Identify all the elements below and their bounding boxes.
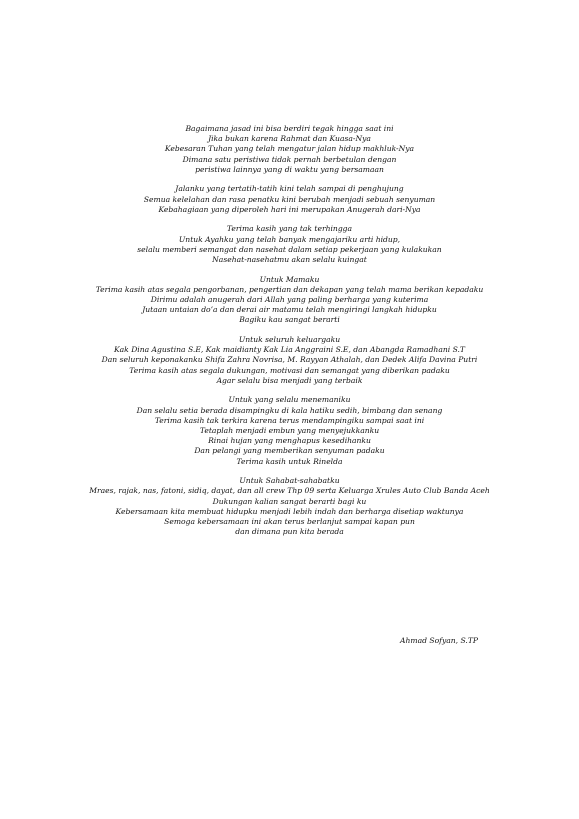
poem-line: Rinai hujan yang menghapus kesedihanku <box>208 436 371 446</box>
dedication-poem <box>0 124 579 547</box>
poem-line: Semua kelelahan dan rasa penatku kini berubah menjadi sebuah senyuman <box>143 194 436 204</box>
poem-line: Bagaimana jasad ini bisa berdiri tegak hingga saat ini <box>185 124 394 133</box>
poem-line: Kebesaran Tuhan yang telah mengatur jalan hidup makhluk-Nya <box>164 144 415 154</box>
poem-line: peristiwa lainnya yang di waktu yang bersamaan <box>195 164 384 174</box>
poem-line: Dan selalu setia berada disampingku di kala hatiku sedih, bimbang dan senang <box>136 405 443 415</box>
poem-line: Terima kasih tak terkira karena terus mendampingiku sampai saat ini <box>154 415 425 425</box>
poem-line: Untuk Mamaku <box>259 274 320 284</box>
poem-line: Dan seluruh keponakanku Shifa Zahra Novrisa, M. Rayyan Athalah, dan Dedek Alifa Davina Putri <box>101 355 478 365</box>
poem-line: Kebersamaan kita membuat hidupku menjadi lebih indah dan berharga disetiap waktunya <box>115 506 464 516</box>
stanza-6 <box>0 395 579 466</box>
poem-line: Kebahagiaan yang diperoleh hari ini merupakan Anugerah dari-Nya <box>158 204 421 214</box>
poem-line: Dirimu adalah anugerah dari Allah yang paling berharga yang kuterima <box>150 295 429 305</box>
poem-line: Terima kasih atas segala dukungan, motivasi dan semangat yang diberikan padaku <box>129 365 450 375</box>
poem-line: dan dimana pun kita berada <box>235 527 344 537</box>
poem-line: Mraes, rajak, nas, fatoni, sidiq, dayat, dan all crew Thp 09 serta Keluarga Xrules Auto Club Banda Aceh <box>89 486 490 496</box>
poem-line: Jika bukan karena Rahmat dan Kuasa-Nya <box>208 134 371 144</box>
stanza-2 <box>0 184 579 215</box>
poem-line: Semoga kebersamaan ini akan terus berlanjut sampai kapan pun <box>164 517 415 527</box>
poem-line: Agar selalu bisa menjadi yang terbaik <box>216 375 363 385</box>
poem-line: Dan pelangi yang memberikan senyuman padaku <box>194 446 385 456</box>
poem-line: Terima kasih yang tak terhingga <box>226 224 353 234</box>
poem-line: Untuk yang selalu menemaniku <box>228 395 351 405</box>
poem-line: Untuk seluruh keluargaku <box>238 335 341 345</box>
poem-line: Nasehat-nasehatmu akan selalu kuingat <box>212 255 367 265</box>
poem-line: Jutaan untaian do’a dan derai air matamu telah mengiringi langkah hidupku <box>142 305 437 315</box>
poem-line: Jalanku yang tertatih-tatih kini telah sampai di penghujung <box>175 184 404 194</box>
stanza-5 <box>0 335 579 386</box>
stanza-1 <box>0 124 579 175</box>
author-signature: Ahmad Sofyan, S.TP <box>400 636 479 645</box>
stanza-3 <box>0 224 579 265</box>
poem-line: Terima kasih atas segala pengorbanan, pengertian dan dekapan yang telah mama berikan kepadaku <box>95 284 484 294</box>
poem-line: Bagiku kau sangat berarti <box>239 315 340 325</box>
poem-line: Untuk Ayahku yang telah banyak mengajariku arti hidup, <box>178 234 401 244</box>
poem-line: Tetaplah menjadi embun yang menyejukkanku <box>199 426 380 436</box>
poem-line: Untuk Sahabat-sahabatku <box>239 476 340 486</box>
poem-line: Dukungan kalian sangat berarti bagi ku <box>212 496 367 506</box>
poem-line: selalu memberi semangat dan nasehat dalam setiap pekerjaan yang kulakukan <box>137 244 442 254</box>
stanza-7 <box>0 476 579 537</box>
poem-line: Kak Dina Agustina S.E, Kak maidianty Kak Lia Anggraini S.E, dan Abangda Ramadhani S.T <box>113 345 465 355</box>
poem-line: Terima kasih untuk Rinelda <box>236 456 343 466</box>
stanza-4 <box>0 275 579 326</box>
poem-line: Dimana satu peristiwa tidak pernah berbetulan dengan <box>182 154 397 164</box>
